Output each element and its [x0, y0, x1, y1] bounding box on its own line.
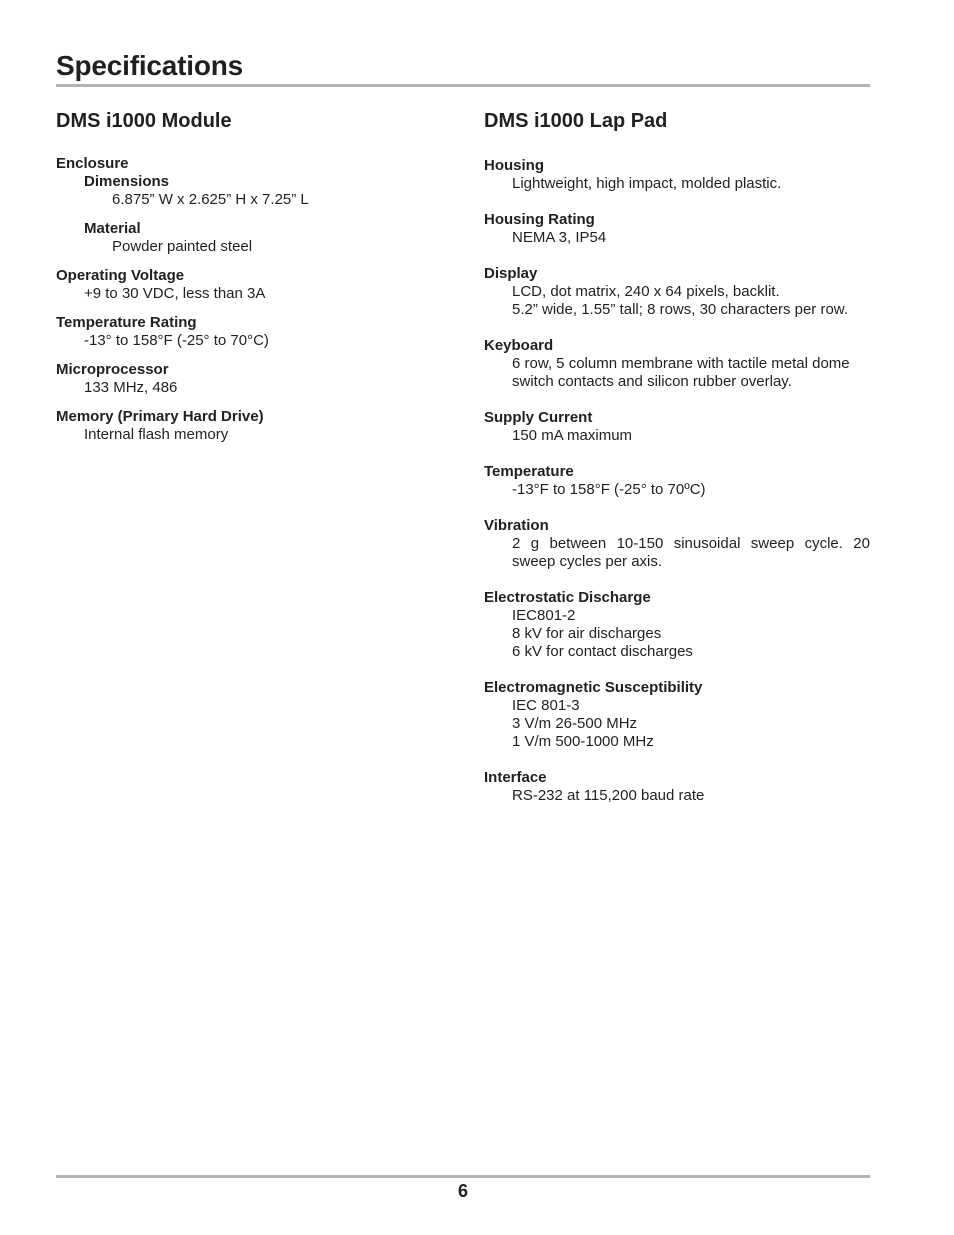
spec-label: Enclosure	[56, 155, 129, 172]
spec-vibration	[484, 517, 870, 571]
module-heading: DMS i1000 Module	[56, 110, 232, 132]
spec-value: LCD, dot matrix, 240 x 64 pixels, backlit.	[512, 283, 780, 300]
spec-label: Supply Current	[484, 409, 593, 426]
spec-label: Interface	[484, 769, 547, 786]
spec-value: 133 MHz, 486	[84, 379, 178, 396]
spec-label: Temperature	[484, 463, 574, 480]
spec-microprocessor	[56, 361, 436, 397]
module-spec-list	[56, 155, 436, 444]
spec-housing	[484, 157, 870, 193]
spec-value: 5.2” wide, 1.55” tall; 8 rows, 30 characters per row.	[512, 301, 848, 318]
spec-enclosure	[56, 155, 436, 256]
page-number: 6	[457, 1181, 468, 1201]
spec-value: RS-232 at 115,200 baud rate	[512, 787, 705, 804]
spec-label: Temperature Rating	[56, 314, 197, 331]
spec-label: Vibration	[484, 517, 549, 534]
spec-label: Display	[484, 265, 538, 282]
spec-value: -13° to 158°F (-25° to 70°C)	[84, 332, 269, 349]
spec-value: 6 kV for contact discharges	[512, 643, 693, 660]
page-title: Specifications	[56, 50, 244, 81]
spec-value: IEC801-2	[512, 607, 576, 624]
spec-value: Internal flash memory	[84, 426, 229, 443]
spec-value: 3 V/m 26-500 MHz	[512, 715, 638, 732]
spec-label: Keyboard	[484, 337, 554, 354]
spec-housing-rating	[484, 211, 870, 247]
spec-keyboard	[484, 337, 870, 391]
spec-value: Lightweight, high impact, molded plastic.	[512, 175, 782, 192]
lap-pad-heading: DMS i1000 Lap Pad	[484, 110, 668, 132]
lap-pad-specs-column	[484, 108, 870, 823]
spec-label: Microprocessor	[56, 361, 169, 378]
spec-value: 6 row, 5 column membrane with tactile metal dome switch contacts and silicon rubber overlay.	[512, 355, 850, 390]
spec-value: 6.875” W x 2.625” H x 7.25” L	[112, 191, 309, 208]
spec-value: 150 mA maximum	[512, 427, 633, 444]
spec-temperature-rating	[56, 314, 436, 350]
spec-value: NEMA 3, IP54	[512, 229, 607, 246]
spec-sublabel: Material	[84, 220, 141, 237]
spec-dimensions	[56, 173, 436, 209]
spec-temperature	[484, 463, 870, 499]
spec-electromagnetic-susceptibility	[484, 679, 870, 751]
spec-value: +9 to 30 VDC, less than 3A	[84, 285, 266, 302]
spec-display	[484, 265, 870, 319]
spec-value: IEC 801-3	[512, 697, 580, 714]
spec-value: Powder painted steel	[112, 238, 253, 255]
spec-value: 8 kV for air discharges	[512, 625, 662, 642]
spec-label: Housing	[484, 157, 544, 174]
spec-label: Memory (Primary Hard Drive)	[56, 408, 264, 425]
spec-material	[56, 220, 436, 256]
spec-label: Operating Voltage	[56, 267, 185, 284]
spec-memory	[56, 408, 436, 444]
spec-operating-voltage	[56, 267, 436, 303]
spec-interface	[484, 769, 870, 805]
spec-label: Electromagnetic Susceptibility	[484, 679, 703, 696]
spec-electrostatic-discharge	[484, 589, 870, 661]
spec-value: -13°F to 158°F (-25° to 70ºC)	[512, 481, 706, 498]
spec-supply-current	[484, 409, 870, 445]
footer-divider	[56, 1175, 870, 1178]
spec-label: Electrostatic Discharge	[484, 589, 651, 606]
spec-label: Housing Rating	[484, 211, 595, 228]
spec-sublabel: Dimensions	[84, 173, 170, 190]
spec-value: 1 V/m 500-1000 MHz	[512, 733, 654, 750]
lap-pad-spec-list	[484, 157, 870, 805]
spec-value: 2 g between 10-150 sinusoidal sweep cycle. 20 sweep cycles per axis.	[512, 535, 870, 570]
title-divider	[56, 84, 870, 87]
module-specs-column	[56, 108, 436, 455]
